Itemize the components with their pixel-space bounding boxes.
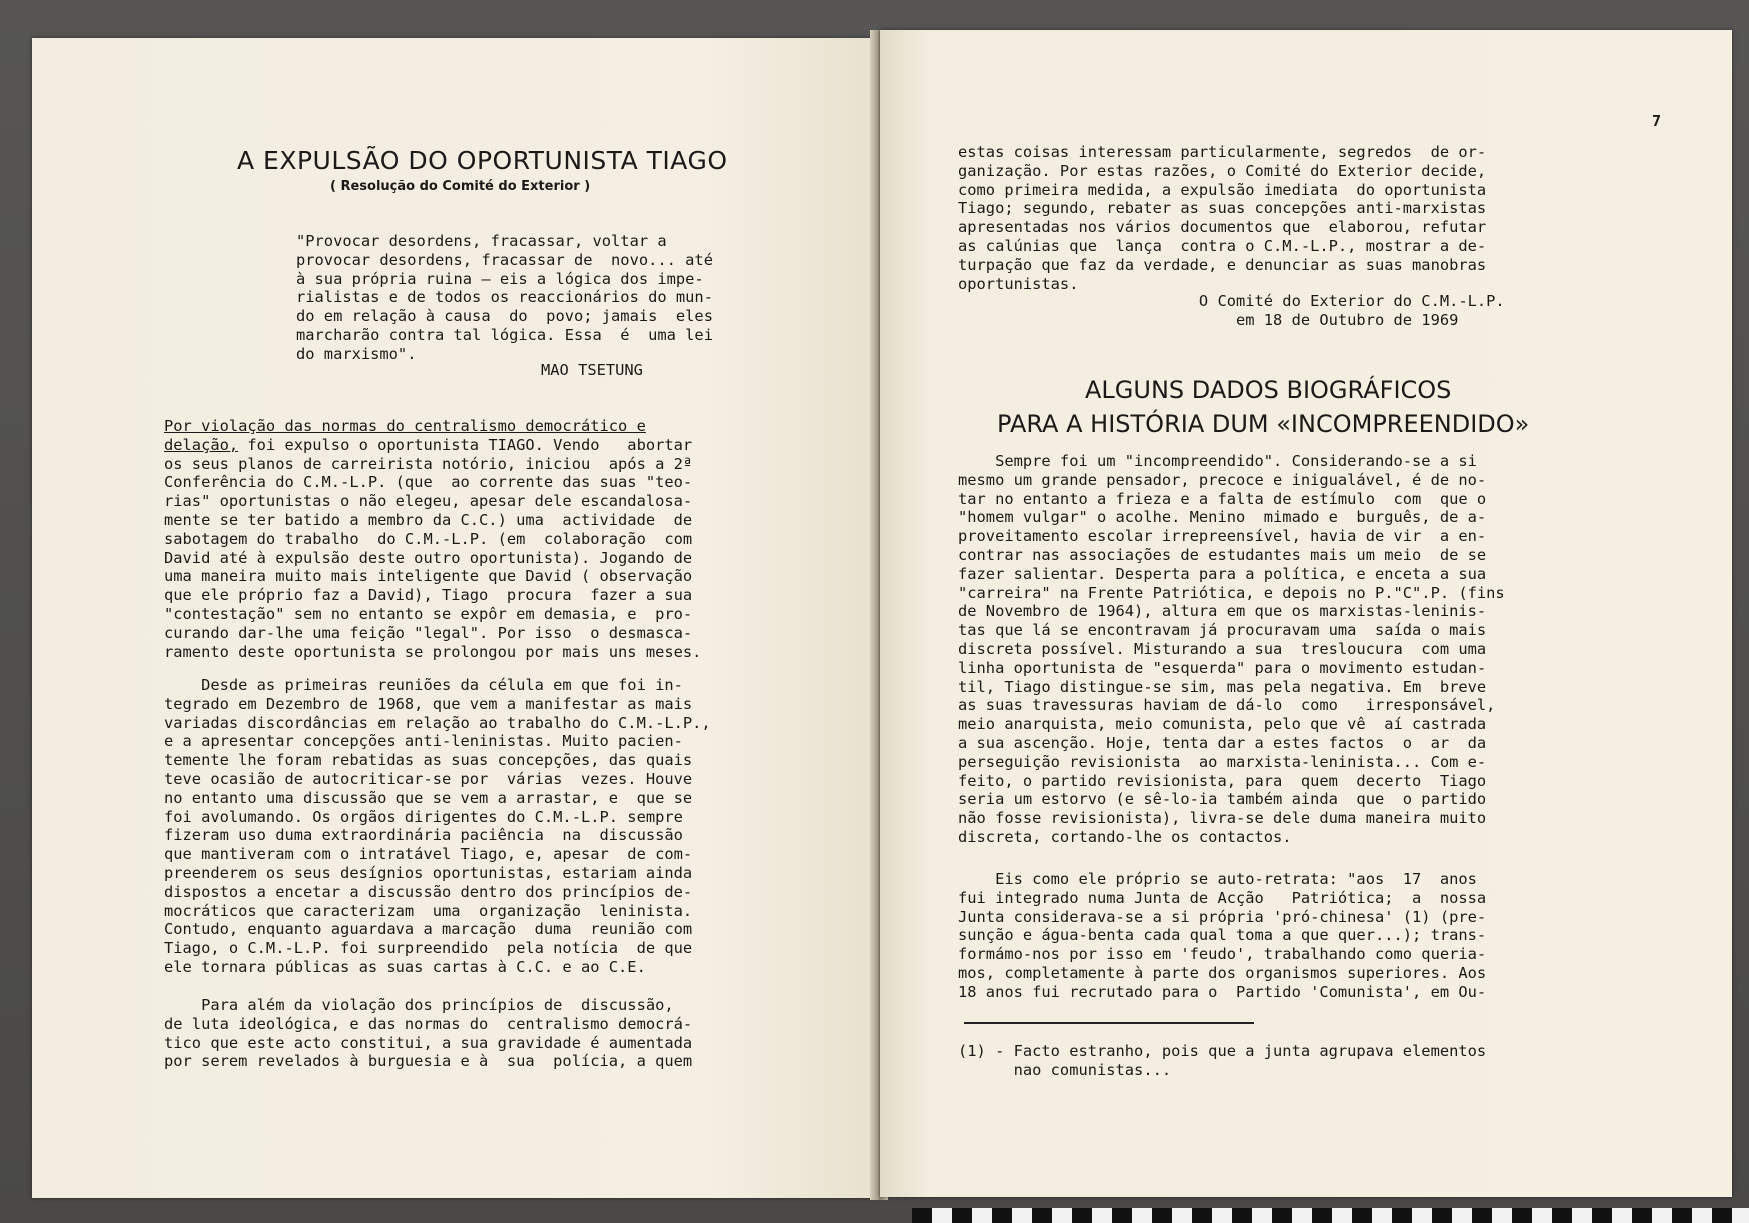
signature-block: O Comité do Exterior do C.M.-L.P. em 18 de Outubro de 1969 — [1198, 292, 1505, 329]
left-page — [32, 38, 877, 1198]
right-page — [880, 30, 1732, 1197]
left-paragraph-1-body: foi expulso o oportunista TIAGO. Vendo abortar os seus planos de carreirista notório, iniciou após a 2ª Conferência do C.M.-L.P. (que ao corrente das suas "teo- rias" oportunistas o não elegeu, apesar dele escandalosa- mente se ter batido a membro da C.C.) uma actividade de sabotagem do trabalho do C.M.-L.P. (em colaboração com David até à expulsão deste outro oportunista). Jogando de uma maneira muito mais inteligente que David ( observação que ele próprio faz a David), Tiago procura fazer a sua "contestação" sem no entanto se expôr em demasia, e pro- curando dar-lhe uma feição "legal". Por isso o desmasca- ramento deste oportunista se prolongou por mais uns meses. — [164, 435, 702, 661]
scale-ruler — [912, 1208, 1749, 1223]
underlined-lead-a: Por violação das normas do centralismo democrático e — [164, 417, 646, 435]
footnote-divider — [964, 1022, 1254, 1024]
left-paragraph-2: Desde as primeiras reuniões da célula em que foi in- tegrado em Dezembro de 1968, que vem a manifestar as mais variadas discordâncias em relação ao trabalho do C.M.-L.P., e a apresentar concepções anti-leninistas. Muito pacien- temente lhe foram rebatidas as suas concepções, das quais teve ocasião de autocriticar-se por várias vezes. Houve no entanto uma discussão que se vem a arrastar, e que se foi avolumando. Os orgãos dirigentes do C.M.-L.P. sempre fizeram uso duma extraordinária paciência na discussão que mantiveram com o intratável Tiago, e, apesar de com- preenderem os seus desígnios oportunistas, estariam ainda dispostos a encetar a discussão dentro dos princípios de- mocráticos que caracterizam uma organização leninista. Contudo, enquanto aguardava a marcação duma reunião com Tiago, o C.M.-L.P. foi surpreendido pela notícia de que ele tornara públicas as suas cartas à C.C. e ao C.E. — [164, 676, 711, 976]
left-paragraph-3: Para além da violação dos princípios de discussão, de luta ideológica, e das normas do centralismo democrá- tico que este acto constitui, a sua gravidade é aumentada por serem revelados à burguesia e à sua polícia, a quem — [164, 996, 693, 1071]
epigraph-author: MAO TSETUNG — [541, 361, 643, 379]
left-paragraph-1 — [164, 417, 701, 661]
right-paragraph-continuation: estas coisas interessam particularmente, segredos de or- ganização. Por estas razões, o Comité do Exterior decide, como primeira medida, a expulsão imediata do oportunista Tiago; segundo, rebater as suas concepções anti-marxistas apresentadas nos vários documentos que elaborou, refutar as calúnias que lança contra o C.M.-L.P., mostrar a de- turpação que faz da verdade, e denunciar as suas manobras oportunistas. — [958, 143, 1487, 293]
underlined-lead-b: delação, — [164, 435, 239, 454]
page-number: 7 — [1652, 112, 1662, 130]
section-title-line-1: ALGUNS DADOS BIOGRÁFICOS — [1085, 376, 1452, 404]
page-title: A EXPULSÃO DO OPORTUNISTA TIAGO — [237, 146, 728, 175]
section-title-line-2: PARA A HISTÓRIA DUM «INCOMPREENDIDO» — [997, 410, 1530, 438]
epigraph-quote: "Provocar desordens, fracassar, voltar a provocar desordens, fracassar de novo... até à sua própria ruina — eis a lógica dos impe- rialistas e de todos os reaccionários do mun- do em relação à causa do povo; jamais eles marcharão contra tal lógica. Essa é uma lei do marxismo". — [296, 232, 713, 363]
page-subtitle: ( Resolução do Comité do Exterior ) — [330, 179, 591, 194]
right-paragraph-1: Sempre foi um "incompreendido". Considerando-se a si mesmo um grande pensador, precoce e inigualável, é de no- tar no entanto a frieza e a falta de estímulo com que o "homem vulgar" o acolhe. Menino mimado e burguês, de a- proveitamento escolar irrepreensível, havia de vir a en- contrar nas associações de estudantes mais um meio de se fazer salientar. Desperta para a política, e enceta a sua "carreira" na Frente Patriótica, e depois no P."C".P. (fins de Novembro de 1964), altura em que os marxistas-leninis- tas que lá se encontravam já procuravam uma saída o mais discreta possível. Misturando a sua tresloucura com uma linha oportunista de "esquerda" para o movimento estudan- til, Tiago distingue-se sim, mas pela negativa. Em breve as suas travessuras haviam de dá-lo como irresponsável, meio anarquista, meio comunista, pelo que vê aí castrada a sua ascenção. Hoje, tenta dar a estes factos o ar da perseguição revisionista ao marxista-leninista... Com e- feito, o partido revisionista, para quem decerto Tiago seria um estorvo (e sê-lo-ia também ainda que o partido não fosse revisionista), livra-se dele duma maneira muito discreta, cortando-lhe os contactos. — [958, 452, 1505, 846]
footnote: (1) - Facto estranho, pois que a junta agrupava elementos nao comunistas... — [958, 1042, 1487, 1079]
right-paragraph-2: Eis como ele próprio se auto-retrata: "aos 17 anos fui integrado numa Junta de Acção Patriótica; a nossa Junta considerava-se a si própria 'pró-chinesa' (1) (pre- sunção e água-benta cada qual toma a que quer...); trans- formámo-nos por isso em 'feudo', trabalhando como queria- mos, completamente à parte dos organismos superiores. Aos 18 anos fui recrutado para o Partido 'Comunista', em Ou- — [958, 870, 1487, 1001]
